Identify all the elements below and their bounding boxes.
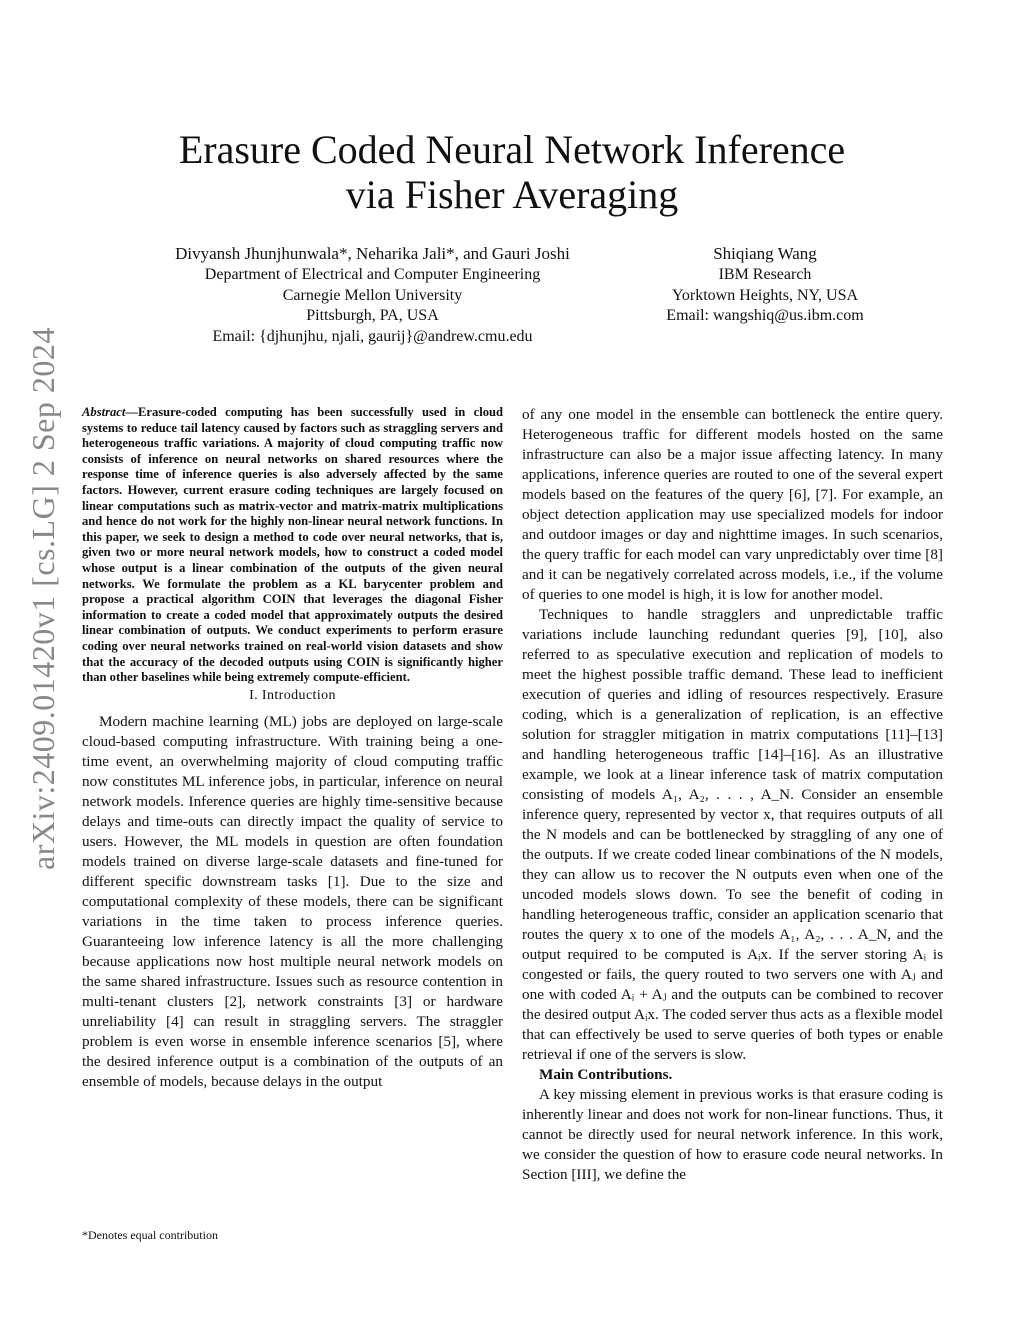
author-city: Pittsburgh, PA, USA (306, 307, 439, 324)
author-city-ibm: Yorktown Heights, NY, USA (671, 286, 859, 304)
author-email: Email: {djhunjhu, njali, gaurij}@andrew.cmu.edu (212, 327, 533, 345)
title-line-1: Erasure Coded Neural Network Inference (178, 127, 846, 172)
author-block-ibm (635, 243, 895, 327)
main-contributions-heading: Main Contributions. (539, 1066, 673, 1083)
author-names: Divyansh Jhunjhunwala*, Neharika Jali*, and Gauri Joshi (175, 244, 570, 263)
paper-title (80, 127, 944, 217)
author-university: Carnegie Mellon University (282, 286, 463, 304)
title-line-2: via Fisher Averaging (345, 172, 679, 217)
author-department: Department of Electrical and Computer Engineering (204, 266, 541, 283)
body-paragraph-3: A key missing element in previous works is that erasure coding is inherently linear and does not work for non-linear functions. Thus, it cannot be directly used for neural network inference. In this work, we consider the question of how to erasure code neural networks. In Section [III], we define the (522, 1086, 943, 1183)
right-column (522, 405, 943, 1185)
section-heading-introduction: I. Introduction (249, 687, 336, 703)
footnote (82, 1228, 503, 1243)
intro-paragraph: Modern machine learning (ML) jobs are deployed on large-scale cloud-based computing infrastructure. With training being a one-time event, an overwhelming majority of cloud computing traffic now constitutes ML inference jobs, in particular, inference on neural network models. Inference queries are highly time-sensitive because delays and time-outs can directly impact the quality of service to users. However, the ML models in question are often foundation models trained on diverse large-scale datasets and fine-tuned for different specific downstream tasks [1]. Due to the size and computational complexity of these models, there can be significant variations in the time taken to process inference queries. Guaranteeing low inference latency is all the more challenging because applications now host multiple neural network models on the same shared infrastructure. Issues such as resource contention in multi-tenant clusters [2], network constraints [3] or hardware unreliability [4] can result in straggling servers. The straggler problem is even worse in ensemble inference scenarios [5], where the desired inference output is a combination of the outputs of an ensemble of models, because delays in the output (82, 712, 503, 1090)
author-name-ibm: Shiqiang Wang (713, 244, 817, 263)
author-block-cmu (140, 243, 605, 347)
author-org-ibm: IBM Research (718, 266, 812, 283)
body-paragraph-1: of any one model in the ensemble can bottleneck the entire query. Heterogeneous traffic for different models hosted on the same infrastructure can also be a major issue affecting latency. In many applications, inference queries are routed to one of the several expert models based on the features of the query [6], [7]. For example, an object detection application may use specialized models for indoor and outdoor images or day and nighttime images. In such scenarios, the query traffic for each model can vary unpredictably over time [8] and it can be negatively correlated across models, i.e., if the volume of queries to one model is high, it is low for another model. (522, 406, 943, 603)
abstract (82, 405, 503, 686)
abstract-text: —Erasure-coded computing has been successfully used in cloud systems to reduce tail latency caused by factors such as straggling servers and heterogeneous traffic variations. A majority of cloud computing traffic now consists of inference on neural networks on shared resources where the response time of inference queries is also adversely affected by the same factors. However, current erasure coding techniques are largely focused on linear computations such as matrix-vector and matrix-matrix multiplications and hence do not work for the highly non-linear neural network functions. In this paper, we seek to design a method to code over neural networks, that is, given two or more neural network models, how to construct a coded model whose output is a linear combination of the outputs of the given neural networks. We formulate the problem as a KL barycenter problem and propose a practical algorithm COIN that leverages the diagonal Fisher information to create a coded model that approximately outputs the desired linear combination of outputs. We conduct experiments to perform erasure coding over neural networks trained on real-world vision datasets and show that the accuracy of the decoded outputs using COIN is significantly higher than other baselines while being extremely compute-efficient. (82, 405, 503, 685)
left-column (82, 405, 503, 1092)
footnote-text: *Denotes equal contribution (82, 1228, 218, 1242)
body-paragraph-2: Techniques to handle stragglers and unpredictable traffic variations include launching redundant queries [9], [10], also referred to as speculative execution and replication of models to meet the highest possible traffic demand. These lead to inefficient execution of queries and idling of resources respectively. Erasure coding, which is a generalization of replication, is an effective solution for straggler mitigation in matrix computations [11]–[13] and handling heterogeneous traffic [14]–[16]. As an illustrative example, we look at a linear inference task of matrix computation consisting of models A₁, A₂, . . . , A_N. Consider an ensemble inference query, represented by vector x, that requires outputs of all the N models and can be bottlenecked by straggling of any one of the outputs. If we create coded linear combinations of the N models, they can allow us to recover the N outputs even when one of the uncoded models slows down. To see the benefit of coding in handling heterogeneous traffic, consider an application scenario that routes the query x to one of the models A₁, A₂, . . . A_N, and the output required to be computed is Aᵢx. If the server storing Aᵢ is congested or fails, the query routed to two servers one with Aⱼ and one with coded Aᵢ + Aⱼ and the outputs can be combined to recover the desired output Aᵢx. The coded server thus acts as a flexible model that can effectively be used to serve queries of both types or enable retrieval if one of the servers is slow. (522, 606, 943, 1063)
abstract-label: Abstract (82, 405, 126, 419)
author-email-ibm: Email: wangshiq@us.ibm.com (666, 307, 864, 324)
arxiv-identifier: arXiv:2409.01420v1 [cs.LG] 2 Sep 2024 (25, 327, 61, 870)
